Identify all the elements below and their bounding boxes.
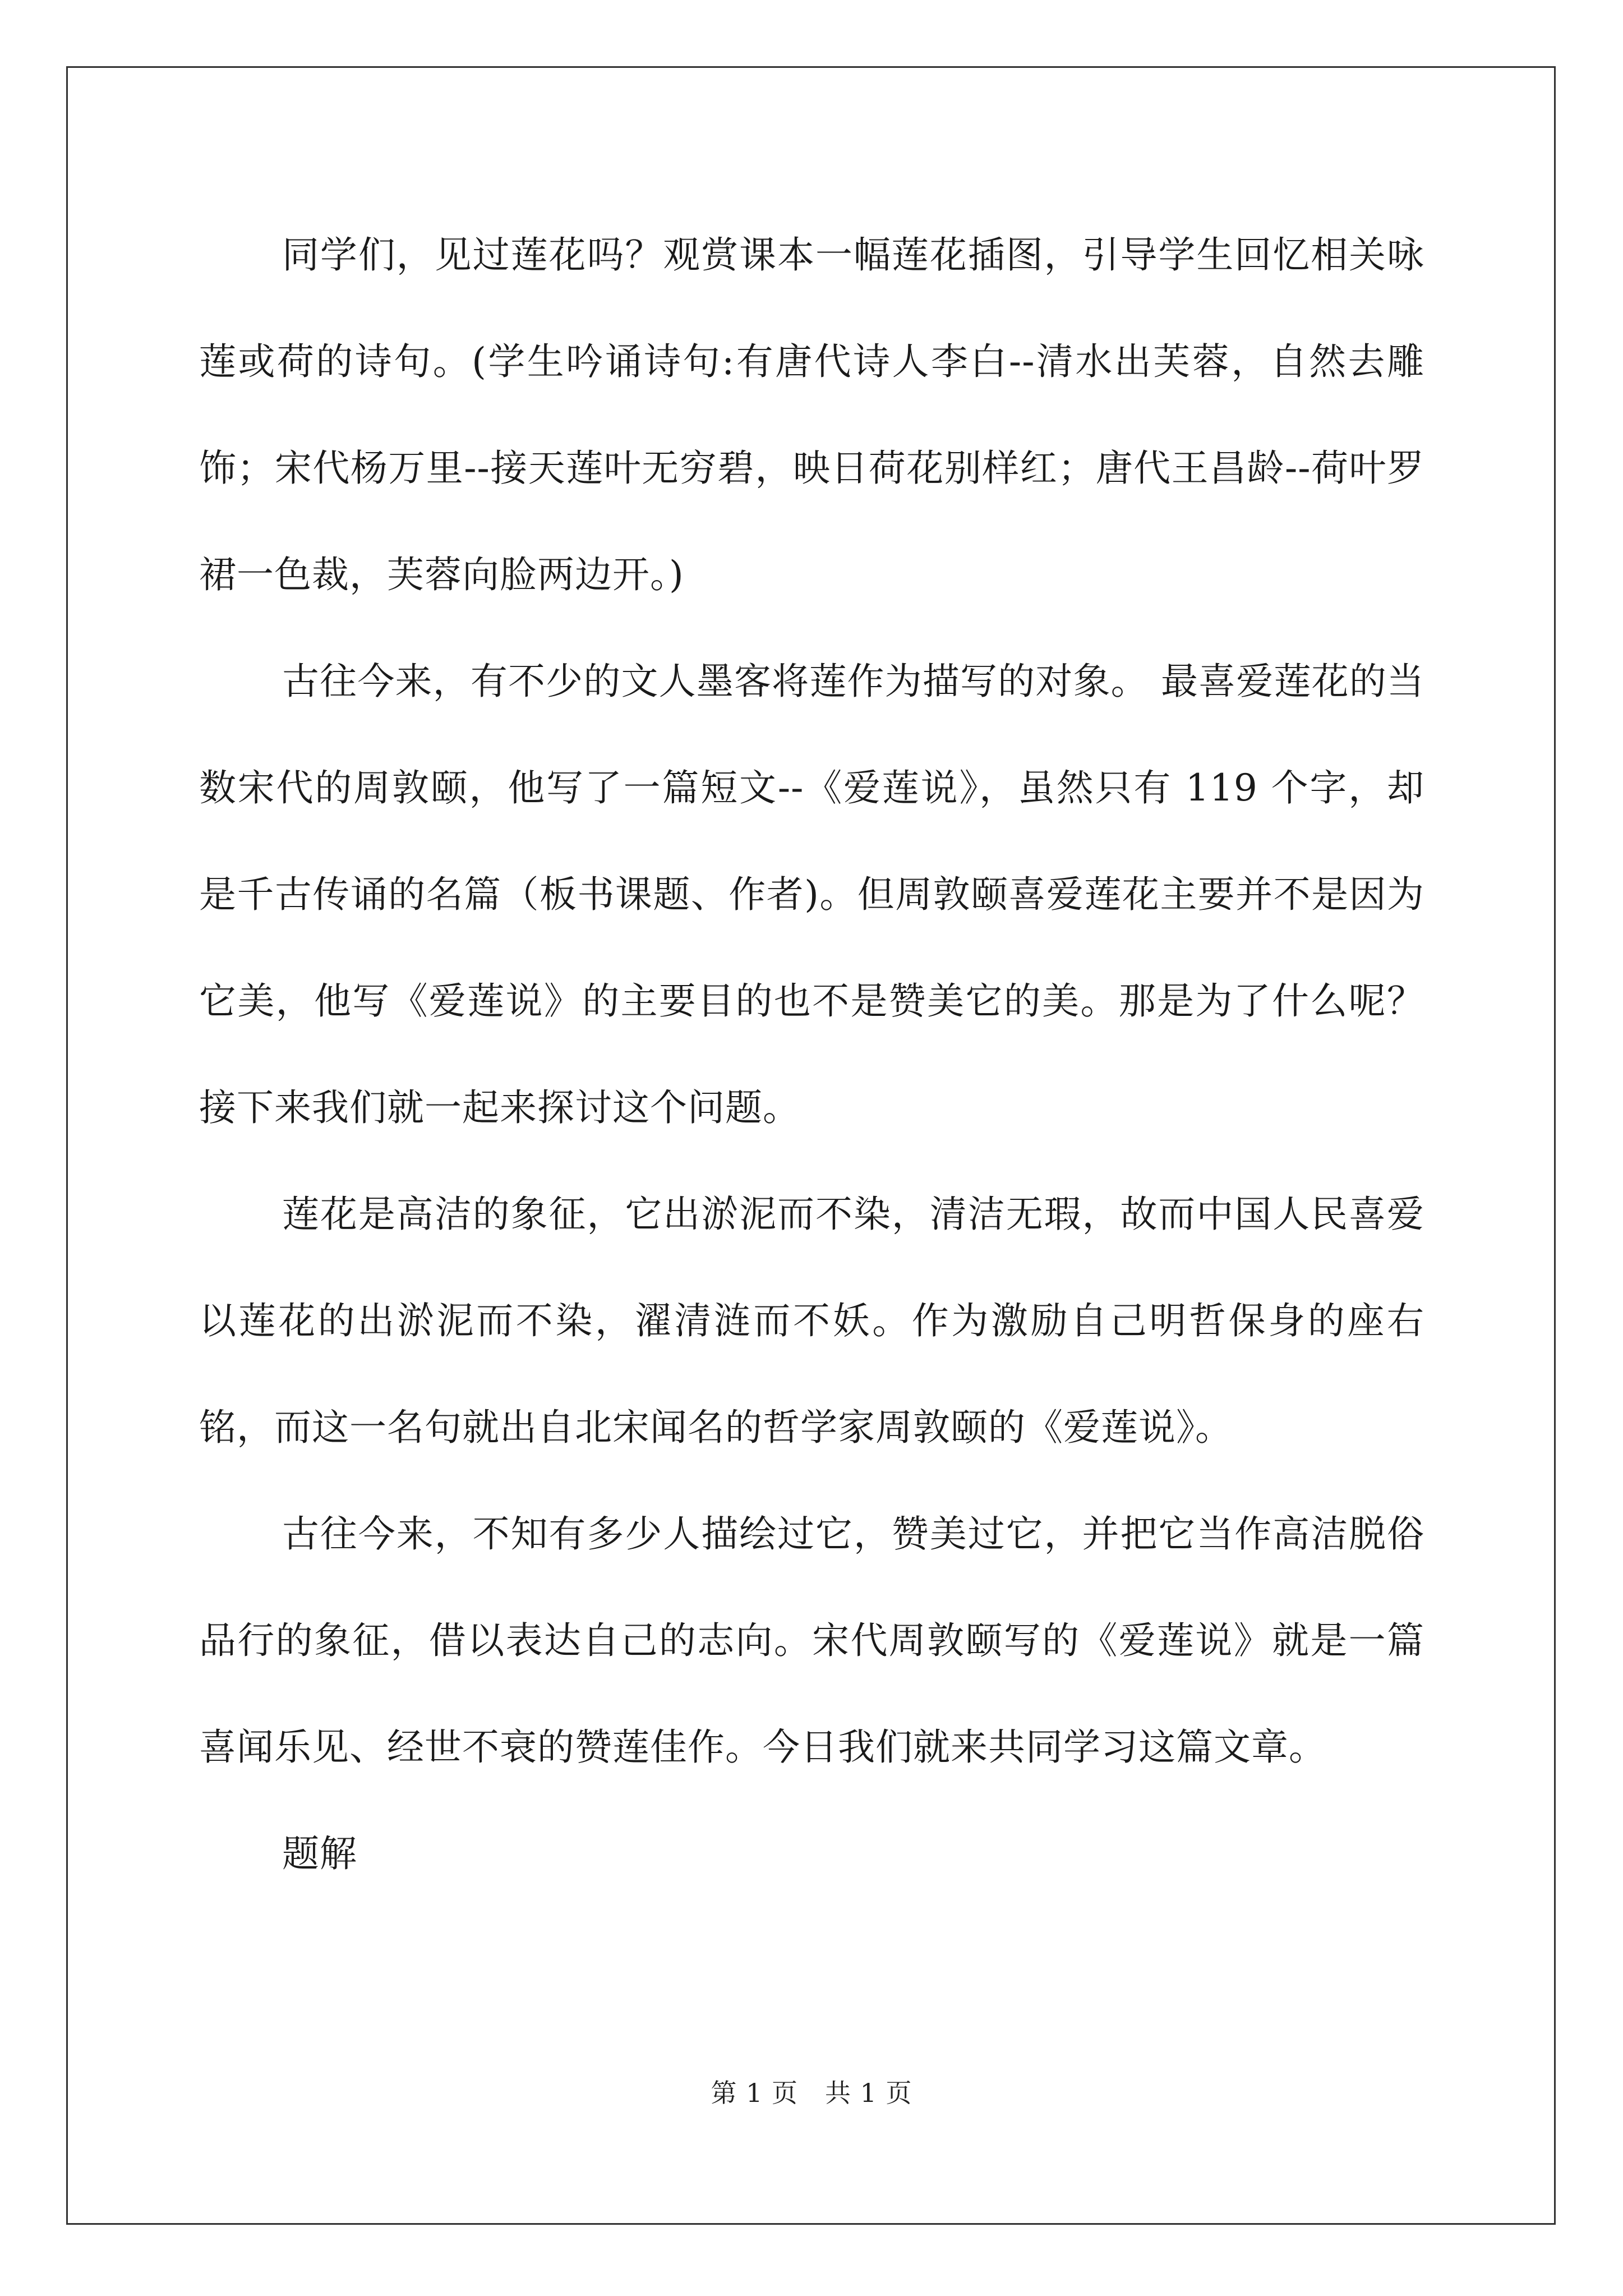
paragraph-zhou-dunyi: 古往今来，有不少的文人墨客将莲作为描写的对象。 最喜爱莲花的当数宋代的周敦颐，他写了一篇短文--《爱莲说》，虽然只有 119 个字，却是千古传诵的名篇（板书课题、作者)。但周敦颐喜爱莲花主要并不是因为它美，他写《爱莲说》的主要目的也不是赞美它的美。那是为了什么呢？接下来我们就一起来探讨这个问题。 [199, 660, 1424, 1129]
paragraph-intro-poems: 同学们，见过莲花吗？观赏课本一幅莲花插图，引导学生回忆相关咏莲或荷的诗句。(学生吟诵诗句:有唐代诗人李白--清水出芙蓉，自然去雕饰；宋代杨万里--接天莲叶无穷碧，映日荷花别样红；唐代王昌龄--荷叶罗裙一色裁，芙蓉向脸两边开。) [199, 233, 1424, 596]
page-number-current: 第 1 页 [711, 2078, 798, 2108]
paragraph-lotus-symbol: 莲花是高洁的象征，它出淤泥而不染，清洁无瑕，故而中国人民喜爱以莲花的出淤泥而不染，濯清涟而不妖。作为激励自己明哲保身的座右铭，而这一名句就出自北宋闻名的哲学家周敦颐的《爱莲说》。 [199, 1193, 1424, 1449]
document-body [199, 202, 1424, 1907]
section-heading-tijie: 题解 [282, 1832, 357, 1875]
page-footer [0, 2073, 1623, 2110]
paragraph-lesson-intro: 古往今来，不知有多少人描绘过它，赞美过它，并把它当作高洁脱俗品行的象征，借以表达自己的志向。宋代周敦颐写的《爱莲说》就是一篇喜闻乐见、经世不衰的赞莲佳作。今日我们就来共同学习这篇文章。 [199, 1512, 1424, 1769]
page-number-total: 共 1 页 [825, 2078, 912, 2108]
